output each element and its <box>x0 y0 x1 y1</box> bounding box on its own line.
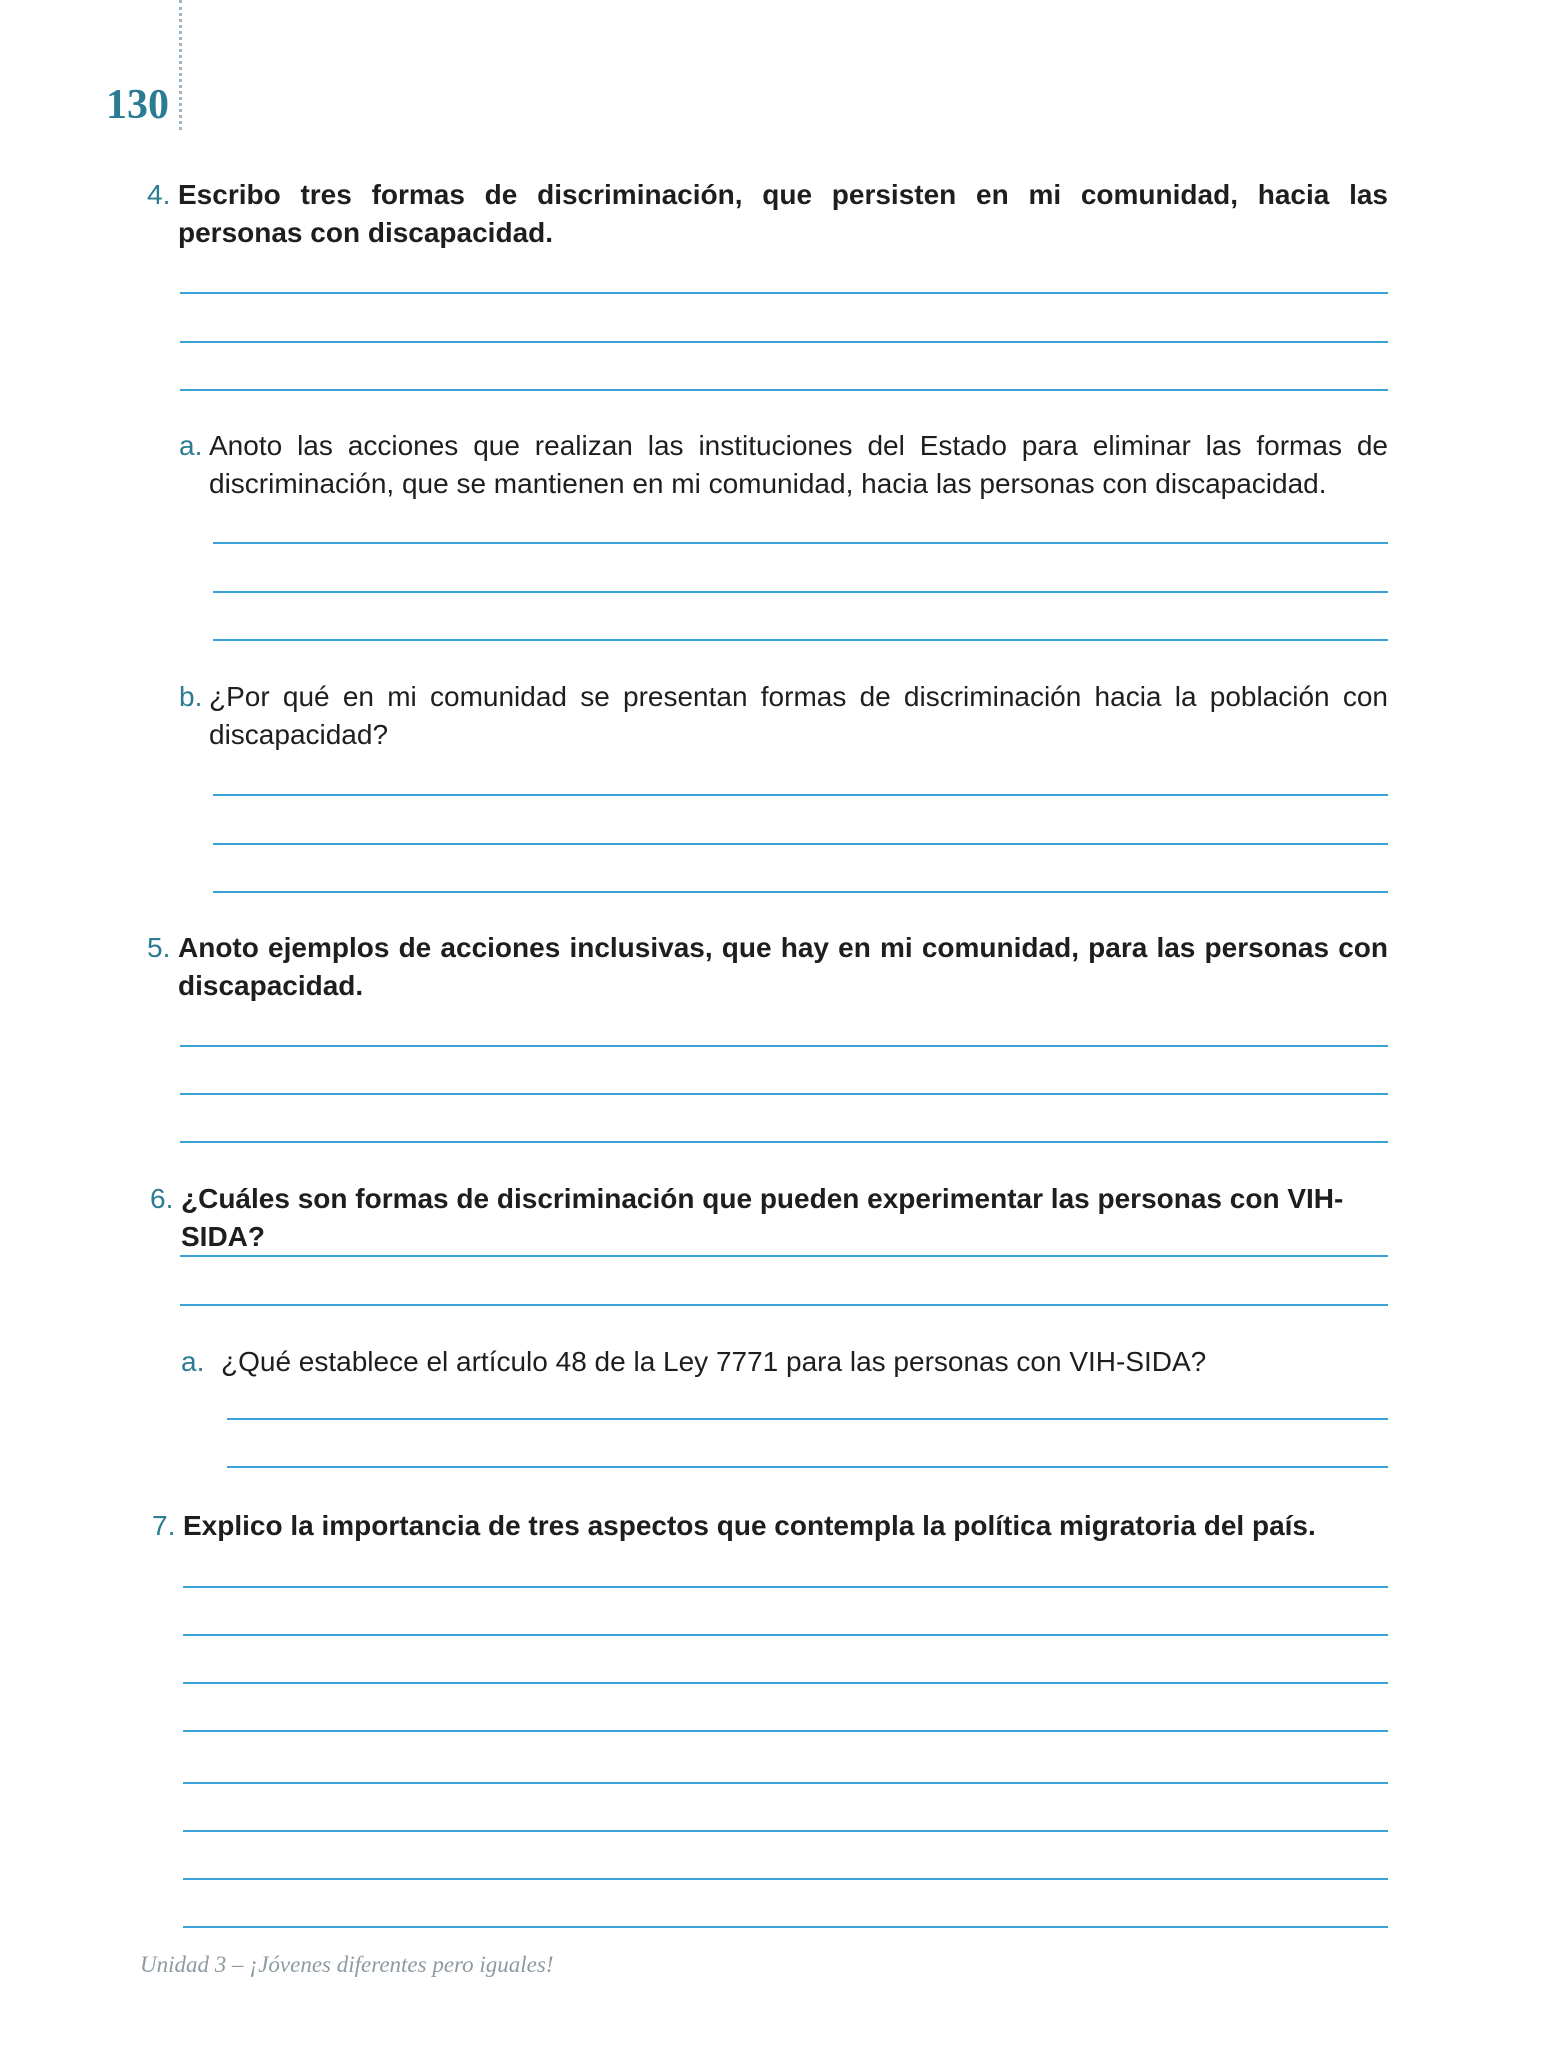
answer-line[interactable] <box>183 1782 1388 1784</box>
answer-line[interactable] <box>180 1141 1388 1143</box>
question-4b-text: ¿Por qué en mi comunidad se presentan formas de discriminación hacia la población con discapacidad? <box>209 681 1388 750</box>
question-6a-text: ¿Qué establece el artículo 48 de la Ley 7771 para las personas con VIH-SIDA? <box>221 1346 1207 1377</box>
answer-line[interactable] <box>227 1418 1388 1420</box>
question-6a <box>181 1343 1388 1381</box>
question-7-text: Explico la importancia de tres aspectos que contempla la política migratoria del país. <box>183 1510 1316 1541</box>
question-7-number: 7. <box>152 1510 176 1541</box>
question-6a-letter: a. <box>181 1346 205 1377</box>
question-4a-letter: a. <box>179 430 203 461</box>
answer-line[interactable] <box>183 1730 1388 1732</box>
answer-line[interactable] <box>180 341 1388 343</box>
answer-line[interactable] <box>227 1466 1388 1468</box>
answer-line[interactable] <box>213 891 1388 893</box>
answer-line[interactable] <box>183 1682 1388 1684</box>
question-4 <box>147 176 1388 252</box>
answer-line[interactable] <box>180 1304 1388 1306</box>
answer-line[interactable] <box>183 1830 1388 1832</box>
question-4-number: 4. <box>147 179 171 210</box>
question-4a <box>179 427 1388 503</box>
question-5-text: Anoto ejemplos de acciones inclusivas, que hay en mi comunidad, para las personas con discapacidad. <box>178 932 1388 1001</box>
question-5 <box>147 929 1388 1005</box>
answer-line[interactable] <box>213 843 1388 845</box>
question-4b <box>179 678 1388 754</box>
question-4b-letter: b. <box>179 681 203 712</box>
answer-line[interactable] <box>180 389 1388 391</box>
answer-line[interactable] <box>180 1255 1388 1257</box>
question-4-text: Escribo tres formas de discriminación, que persisten en mi comunidad, hacia las personas con discapacidad. <box>178 179 1388 248</box>
answer-line[interactable] <box>213 794 1388 796</box>
answer-line[interactable] <box>213 591 1388 593</box>
answer-line[interactable] <box>183 1878 1388 1880</box>
question-5-number: 5. <box>147 932 171 963</box>
answer-line[interactable] <box>183 1926 1388 1928</box>
question-7 <box>152 1507 1388 1545</box>
answer-line[interactable] <box>180 1093 1388 1095</box>
question-6-text: ¿Cuáles son formas de discriminación que pueden experimentar las personas con VIH-SIDA? <box>181 1183 1344 1252</box>
answer-line[interactable] <box>180 1045 1388 1047</box>
question-4a-text: Anoto las acciones que realizan las instituciones del Estado para eliminar las formas de discriminación, que se mantienen en mi comunidad, hacia las personas con discapacidad. <box>209 430 1388 499</box>
dotted-margin-rule <box>179 0 182 130</box>
question-6 <box>150 1180 1388 1256</box>
page-footer: Unidad 3 – ¡Jóvenes diferentes pero iguales! <box>140 1952 554 1977</box>
answer-line[interactable] <box>213 542 1388 544</box>
answer-line[interactable] <box>183 1586 1388 1588</box>
page-number: 130 <box>106 82 169 128</box>
question-6-number: 6. <box>150 1183 174 1214</box>
answer-line[interactable] <box>180 292 1388 294</box>
answer-line[interactable] <box>213 639 1388 641</box>
answer-line[interactable] <box>183 1634 1388 1636</box>
